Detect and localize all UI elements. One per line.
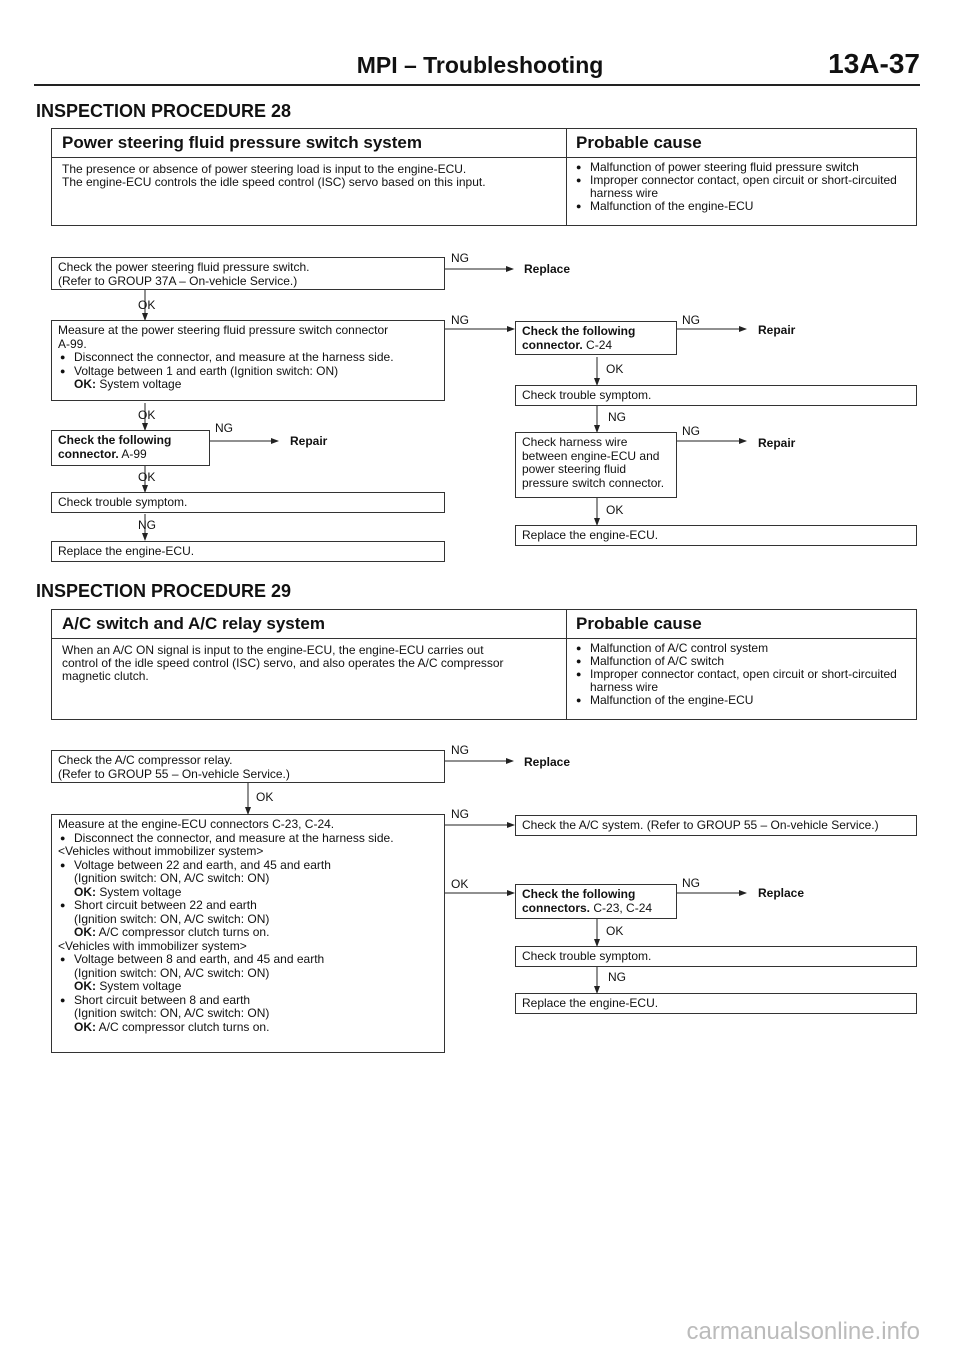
ng-label: NG [215, 421, 233, 435]
check-connectors-c23-c24-box: Check the following connectors. C-23, C-24 [515, 884, 677, 919]
action-repair: Repair [758, 323, 796, 337]
ng-label: NG [451, 251, 469, 265]
ok-label: OK [138, 470, 156, 484]
ng-label: NG [451, 313, 469, 327]
action-repair: Repair [758, 436, 796, 450]
ok-label: OK [451, 877, 469, 891]
replace-ecu-box: Replace the engine-ECU. [515, 525, 917, 546]
check-connector-a99-box: Check the following connector. A-99 [51, 430, 210, 466]
ng-label: NG [451, 743, 469, 757]
check-trouble-symptom-box: Check trouble symptom. [515, 385, 917, 406]
ng-label: NG [682, 424, 700, 438]
ok-label: OK [138, 408, 156, 422]
ok-label: OK [256, 790, 274, 804]
procedure-29-title: INSPECTION PROCEDURE 29 [36, 581, 292, 601]
ok-label: OK [606, 924, 624, 938]
check-pressure-switch-box: Check the power steering fluid pressure switch. (Refer to GROUP 37A – On-vehicle Service.) [51, 257, 445, 290]
ng-label: NG [608, 410, 626, 424]
system-name: A/C switch and A/C relay system [62, 614, 325, 633]
procedure-28-title: INSPECTION PROCEDURE 28 [36, 101, 292, 121]
system-description: The presence or absence of power steering load is input to the engine-ECU. The engine-ECU controls the idle speed control (ISC) servo based on this input. [62, 162, 486, 189]
site-watermark: carmanualsonline.info [686, 1318, 920, 1345]
action-replace: Replace [758, 886, 805, 900]
cause-item: ● Malfunction of the engine-ECU [574, 694, 912, 707]
replace-ecu-box: Replace the engine-ECU. [51, 541, 445, 562]
procedure-29-system-table [51, 609, 917, 720]
replace-ecu-box: Replace the engine-ECU. [515, 993, 917, 1014]
measure-ecu-connectors-box: Measure at the engine-ECU connectors C-23, C-24. ● Disconnect the connector, and measure at the harness side. <Vehicles without immobilizer system> ● Voltage between 22 and earth, and 45 and earth (Ignition switch: ON, A/C switch: ON) OK: System voltage ● Short circuit between 22 and earth (Ignition switch: ON, A/C switch: ON) OK: A/C compressor clutch turns on. <Vehicles with immobilizer system> ● Voltage between 8 and earth, and 45 and earth (Ignition switch: ON, A/C switch: ON) OK: System voltage ● Short circuit between 8 and earth (Ignition switch: ON, A/C switch: ON) OK: A/C compressor clutch turns on. [51, 814, 445, 1053]
ng-label: NG [138, 518, 156, 532]
ng-label: NG [682, 313, 700, 327]
ng-label: NG [682, 876, 700, 890]
action-replace: Replace [524, 755, 571, 769]
cause-item: ● Malfunction of A/C switch [574, 655, 912, 668]
page-title: MPI – Troubleshooting [356, 52, 604, 78]
ng-label: NG [608, 970, 626, 984]
system-name: Power steering fluid pressure switch system [62, 133, 422, 152]
ng-label: NG [451, 807, 469, 821]
action-replace: Replace [524, 262, 571, 276]
probable-cause-heading: Probable cause [576, 614, 702, 633]
ok-label: OK [138, 298, 156, 312]
cause-item: ● Improper connector contact, open circuit or short-circuited harness wire [574, 668, 912, 694]
cause-item: ● Malfunction of the engine-ECU [574, 200, 912, 213]
cause-item: ● Malfunction of power steering fluid pressure switch [574, 161, 912, 174]
check-trouble-symptom-box: Check trouble symptom. [51, 492, 445, 513]
system-description: When an A/C ON signal is input to the engine-ECU, the engine-ECU carries out control of the idle speed control (ISC) servo, and also operates the A/C compressor magnetic clutch. [62, 643, 504, 683]
cause-item: ● Malfunction of A/C control system [574, 642, 912, 655]
check-trouble-symptom-box: Check trouble symptom. [515, 946, 917, 967]
check-ac-relay-box: Check the A/C compressor relay. (Refer to GROUP 55 – On-vehicle Service.) [51, 750, 445, 783]
ok-label: OK [606, 503, 624, 517]
check-ac-system-box: Check the A/C system. (Refer to GROUP 55 – On-vehicle Service.) [515, 815, 917, 836]
cause-item: ● Improper connector contact, open circuit or short-circuited harness wire [574, 174, 912, 200]
measure-switch-connector-box: Measure at the power steering fluid pressure switch connector A-99. ● Disconnect the connector, and measure at the harness side. ● Voltage between 1 and earth (Ignition switch: ON) OK: System voltage [51, 320, 445, 401]
page-number: 13A-37 [828, 48, 920, 79]
action-repair: Repair [290, 434, 328, 448]
probable-cause-heading: Probable cause [576, 133, 702, 152]
check-connector-c24-box: Check the following connector. C-24 [515, 321, 677, 355]
ok-label: OK [606, 362, 624, 376]
check-harness-wire-box: Check harness wire between engine-ECU and power steering fluid pressure switch connector. [515, 432, 677, 498]
probable-cause-list [574, 642, 912, 707]
